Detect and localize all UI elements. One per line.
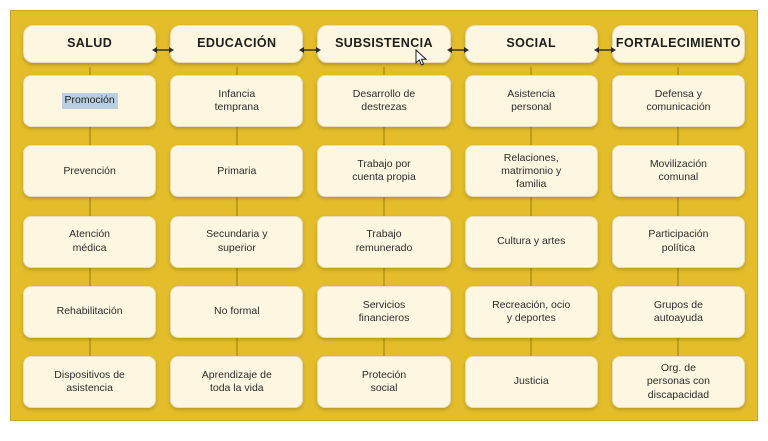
item-label: Primaria: [217, 164, 257, 177]
diagram-column-educacion: [170, 21, 303, 410]
list-item[interactable]: [23, 75, 156, 127]
diagram-column-subsistencia: [317, 21, 450, 410]
item-label: Infancia temprana: [214, 87, 259, 113]
column-header-subsistencia[interactable]: [317, 25, 450, 63]
column-header-label: SUBSISTENCIA: [335, 36, 433, 51]
diagram-canvas: [10, 10, 758, 421]
item-label: Proteción social: [361, 368, 407, 394]
item-label: Secundaria y superior: [206, 228, 268, 254]
column-header-label: SALUD: [67, 36, 113, 51]
list-item[interactable]: [612, 75, 745, 127]
item-label: Aprendizaje de toda la vida: [201, 368, 272, 394]
double-arrow-icon: [447, 44, 469, 56]
column-header-label: FORTALECIMIENTO: [615, 36, 741, 51]
column-header-educacion[interactable]: [170, 25, 303, 63]
item-label: Relaciones, matrimonio y familia: [501, 151, 562, 190]
diagram-column-salud: [23, 21, 156, 410]
column-items: [465, 67, 598, 410]
item-label: Dispositivos de asistencia: [54, 368, 125, 394]
column-header-row: [317, 21, 450, 67]
column-header-row: [465, 21, 598, 67]
item-label: Cultura y artes: [497, 234, 566, 247]
item-label: Movilización comunal: [649, 158, 707, 184]
list-item[interactable]: [465, 75, 598, 127]
column-items: [317, 67, 450, 410]
item-label: Rehabilitación: [56, 305, 123, 318]
item-label: Recreación, ocio y deportes: [492, 298, 571, 324]
item-label: Asistencia personal: [507, 87, 556, 113]
item-label: Justicia: [513, 375, 549, 388]
list-item[interactable]: [465, 356, 598, 408]
column-header-row: [23, 21, 156, 67]
list-item[interactable]: [23, 216, 156, 268]
diagram-columns: [23, 21, 745, 410]
column-items: [23, 67, 156, 410]
list-item[interactable]: [612, 145, 745, 197]
column-header-social[interactable]: [465, 25, 598, 63]
item-label: Servicios financieros: [358, 298, 410, 324]
column-items: [612, 67, 745, 410]
item-label: Prevención: [63, 164, 116, 177]
item-label: Grupos de autoayuda: [653, 298, 703, 324]
item-label: Trabajo remunerado: [355, 228, 413, 254]
list-item[interactable]: [170, 286, 303, 338]
list-item[interactable]: [23, 356, 156, 408]
diagram-column-fortalecimiento: [612, 21, 745, 410]
list-item[interactable]: [317, 356, 450, 408]
double-arrow-icon: [299, 44, 321, 56]
column-header-label: SOCIAL: [506, 36, 557, 51]
item-label: Participación política: [648, 228, 709, 254]
item-label: Desarrollo de destrezas: [352, 87, 416, 113]
column-header-row: [612, 21, 745, 67]
column-items: [170, 67, 303, 410]
list-item[interactable]: [23, 145, 156, 197]
item-label: Defensa y comunicación: [646, 87, 711, 113]
list-item[interactable]: [170, 216, 303, 268]
list-item[interactable]: [465, 216, 598, 268]
list-item[interactable]: [23, 286, 156, 338]
list-item[interactable]: [317, 145, 450, 197]
list-item[interactable]: [317, 216, 450, 268]
list-item[interactable]: [612, 286, 745, 338]
list-item[interactable]: [170, 356, 303, 408]
list-item[interactable]: [170, 75, 303, 127]
list-item[interactable]: [317, 75, 450, 127]
column-header-fortalecimiento[interactable]: [612, 25, 745, 63]
double-arrow-icon: [594, 44, 616, 56]
list-item[interactable]: [465, 286, 598, 338]
list-item[interactable]: [612, 216, 745, 268]
item-label: Org. de personas con discapacidad: [646, 362, 710, 401]
list-item[interactable]: [170, 145, 303, 197]
column-header-salud[interactable]: [23, 25, 156, 63]
item-label: Trabajo por cuenta propia: [352, 158, 416, 184]
list-item[interactable]: [612, 356, 745, 408]
column-header-label: EDUCACIÓN: [197, 36, 277, 51]
column-header-row: [170, 21, 303, 67]
list-item[interactable]: [465, 145, 598, 197]
item-label: No formal: [214, 305, 260, 318]
item-label: Promoción: [62, 93, 118, 108]
double-arrow-icon: [152, 44, 174, 56]
item-label: Atención médica: [69, 228, 111, 254]
list-item[interactable]: [317, 286, 450, 338]
diagram-column-social: [465, 21, 598, 410]
